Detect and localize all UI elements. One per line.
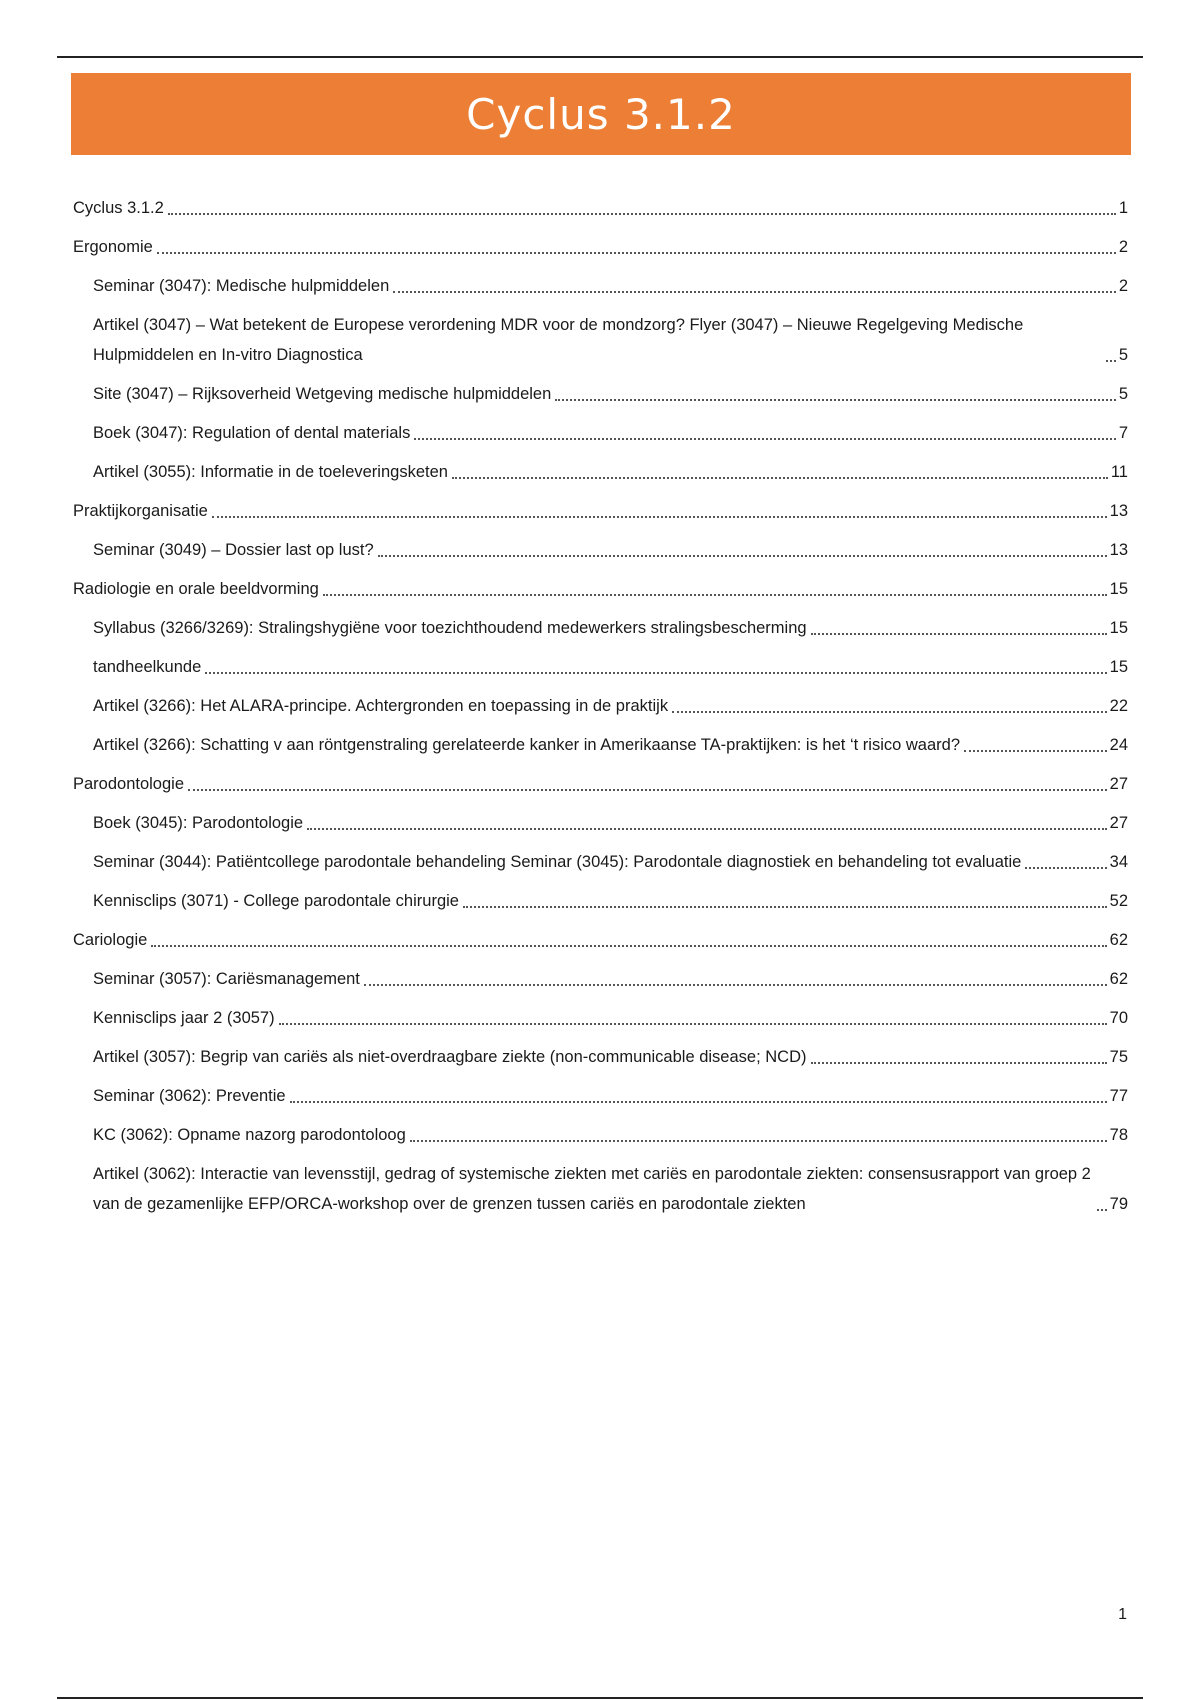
toc-dot-leader bbox=[414, 438, 1115, 440]
toc-dot-leader bbox=[555, 399, 1116, 401]
toc-dot-leader bbox=[378, 555, 1107, 557]
toc-entry-page: 27 bbox=[1109, 775, 1128, 793]
toc-dot-leader bbox=[964, 750, 1107, 752]
toc-entry[interactable] bbox=[73, 652, 1128, 682]
toc-entry[interactable] bbox=[73, 379, 1128, 409]
toc-entry[interactable] bbox=[73, 847, 1128, 877]
toc-entry-page: 78 bbox=[1109, 1126, 1128, 1144]
toc-entry-label: Boek (3045): Parodontologie bbox=[93, 814, 304, 832]
toc-entry-page: 62 bbox=[1109, 970, 1128, 988]
toc-dot-leader bbox=[323, 594, 1107, 596]
toc-entry[interactable] bbox=[73, 1081, 1128, 1111]
toc-entry[interactable] bbox=[73, 271, 1128, 301]
toc-entry-label: Artikel (3057): Begrip van cariës als niet-overdraagbare ziekte (non-communicable disease; NCD) bbox=[93, 1048, 807, 1066]
toc-entry-label: Seminar (3049) – Dossier last op lust? bbox=[93, 541, 374, 559]
toc-entry-label: tandheelkunde bbox=[93, 658, 202, 676]
toc-entry-label: Ergonomie bbox=[73, 238, 153, 256]
toc-dot-leader bbox=[205, 672, 1106, 674]
toc-entry[interactable] bbox=[73, 925, 1128, 955]
toc-dot-leader bbox=[188, 789, 1107, 791]
header-rule bbox=[57, 56, 1143, 58]
toc-entry-label: Radiologie en orale beeldvorming bbox=[73, 580, 319, 598]
toc-entry-label: Parodontologie bbox=[73, 775, 185, 793]
toc-entry[interactable] bbox=[73, 1159, 1128, 1219]
toc-entry-label: Artikel (3266): Het ALARA-principe. Achtergronden en toepassing in de praktijk bbox=[93, 697, 669, 715]
toc-entry-page: 7 bbox=[1118, 424, 1128, 442]
table-of-contents bbox=[73, 193, 1128, 1228]
toc-entry-label: Seminar (3062): Preventie bbox=[93, 1087, 286, 1105]
toc-dot-leader bbox=[811, 1062, 1107, 1064]
toc-entry-label: Syllabus (3266/3269): Stralingshygiëne voor toezichthoudend medewerkers stralingsbescherming bbox=[93, 619, 807, 637]
toc-entry-page: 2 bbox=[1118, 238, 1128, 256]
toc-entry[interactable] bbox=[73, 964, 1128, 994]
toc-entry-label: Artikel (3055): Informatie in de toeleveringsketen bbox=[93, 463, 448, 481]
toc-entry-label: Artikel (3266): Schatting v aan röntgenstraling gerelateerde kanker in Amerikaanse TA-praktijken: is het ‘t risico waard? bbox=[93, 736, 960, 754]
toc-dot-leader bbox=[364, 984, 1107, 986]
toc-entry-label: Seminar (3057): Cariësmanagement bbox=[93, 970, 360, 988]
footer-rule bbox=[57, 1697, 1143, 1699]
toc-entry[interactable] bbox=[73, 730, 1128, 760]
toc-entry-label: Kennisclips jaar 2 (3057) bbox=[93, 1009, 275, 1027]
toc-entry[interactable] bbox=[73, 496, 1128, 526]
toc-dot-leader bbox=[1025, 867, 1106, 869]
toc-entry[interactable] bbox=[73, 232, 1128, 262]
toc-entry[interactable] bbox=[73, 457, 1128, 487]
toc-dot-leader bbox=[157, 252, 1116, 254]
toc-entry-page: 15 bbox=[1109, 580, 1128, 598]
toc-dot-leader bbox=[151, 945, 1106, 947]
toc-entry-label: Praktijkorganisatie bbox=[73, 502, 208, 520]
toc-dot-leader bbox=[307, 828, 1107, 830]
toc-dot-leader bbox=[212, 516, 1107, 518]
toc-entry[interactable] bbox=[73, 886, 1128, 916]
toc-entry[interactable] bbox=[73, 193, 1128, 223]
toc-entry[interactable] bbox=[73, 1042, 1128, 1072]
toc-entry-label: Cariologie bbox=[73, 931, 148, 949]
title-banner bbox=[71, 73, 1131, 155]
toc-entry-page: 13 bbox=[1109, 502, 1128, 520]
toc-entry-page: 22 bbox=[1109, 697, 1128, 715]
toc-entry-label: Artikel (3062): Interactie van levensstijl, gedrag of systemische ziekten met cariës en parodontale ziekten: consensusrapport van groep 2 van de gezamenlijke EFP/ORCA-workshop over de grenzen tussen cariës en parodontale ziekten bbox=[93, 1165, 1091, 1213]
toc-dot-leader bbox=[279, 1023, 1107, 1025]
toc-entry-label: Seminar (3044): Patiëntcollege parodontale behandeling Seminar (3045): Parodontale diagnostiek en behandeling tot evaluatie bbox=[93, 853, 1022, 871]
toc-entry[interactable] bbox=[73, 691, 1128, 721]
toc-entry-label: Seminar (3047): Medische hulpmiddelen bbox=[93, 277, 390, 295]
toc-dot-leader bbox=[452, 477, 1108, 479]
toc-dot-leader bbox=[168, 213, 1116, 215]
toc-dot-leader bbox=[410, 1140, 1107, 1142]
toc-dot-leader bbox=[1097, 1209, 1107, 1211]
toc-entry[interactable] bbox=[73, 769, 1128, 799]
toc-entry-page: 11 bbox=[1110, 463, 1128, 481]
toc-entry-page: 79 bbox=[1109, 1195, 1128, 1213]
toc-entry[interactable] bbox=[73, 808, 1128, 838]
page-number: 1 bbox=[1118, 1606, 1127, 1623]
toc-entry[interactable] bbox=[73, 310, 1128, 370]
toc-entry-label: Site (3047) – Rijksoverheid Wetgeving medische hulpmiddelen bbox=[93, 385, 552, 403]
toc-entry-page: 24 bbox=[1109, 736, 1128, 754]
toc-dot-leader bbox=[1106, 360, 1116, 362]
toc-entry-page: 62 bbox=[1109, 931, 1128, 949]
toc-entry-label: Boek (3047): Regulation of dental materials bbox=[93, 424, 411, 442]
toc-entry-page: 5 bbox=[1118, 385, 1128, 403]
toc-entry[interactable] bbox=[73, 418, 1128, 448]
toc-entry-page: 75 bbox=[1109, 1048, 1128, 1066]
toc-dot-leader bbox=[672, 711, 1107, 713]
toc-entry-page: 13 bbox=[1109, 541, 1128, 559]
document-title: Cyclus 3.1.2 bbox=[466, 89, 736, 139]
toc-entry-page: 52 bbox=[1109, 892, 1128, 910]
toc-entry-page: 15 bbox=[1109, 658, 1128, 676]
toc-entry-label: KC (3062): Opname nazorg parodontoloog bbox=[93, 1126, 406, 1144]
toc-dot-leader bbox=[811, 633, 1107, 635]
toc-entry[interactable] bbox=[73, 613, 1128, 643]
toc-entry-page: 77 bbox=[1109, 1087, 1128, 1105]
toc-entry-label: Kennisclips (3071) - College parodontale chirurgie bbox=[93, 892, 459, 910]
toc-entry-label: Artikel (3047) – Wat betekent de Europese verordening MDR voor de mondzorg? Flyer (3047) – Nieuwe Regelgeving Medische Hulpmiddelen en In-vitro Diagnostica bbox=[93, 316, 1024, 364]
toc-entry[interactable] bbox=[73, 1120, 1128, 1150]
toc-entry[interactable] bbox=[73, 574, 1128, 604]
toc-entry-page: 27 bbox=[1109, 814, 1128, 832]
toc-entry-page: 2 bbox=[1118, 277, 1128, 295]
toc-dot-leader bbox=[393, 291, 1116, 293]
toc-entry[interactable] bbox=[73, 1003, 1128, 1033]
toc-dot-leader bbox=[463, 906, 1107, 908]
toc-entry-label: Cyclus 3.1.2 bbox=[73, 199, 164, 217]
toc-entry[interactable] bbox=[73, 535, 1128, 565]
toc-entry-page: 5 bbox=[1118, 346, 1128, 364]
toc-entry-page: 15 bbox=[1109, 619, 1128, 637]
toc-entry-page: 34 bbox=[1109, 853, 1128, 871]
toc-entry-page: 1 bbox=[1118, 199, 1128, 217]
toc-dot-leader bbox=[290, 1101, 1107, 1103]
toc-entry-page: 70 bbox=[1109, 1009, 1128, 1027]
